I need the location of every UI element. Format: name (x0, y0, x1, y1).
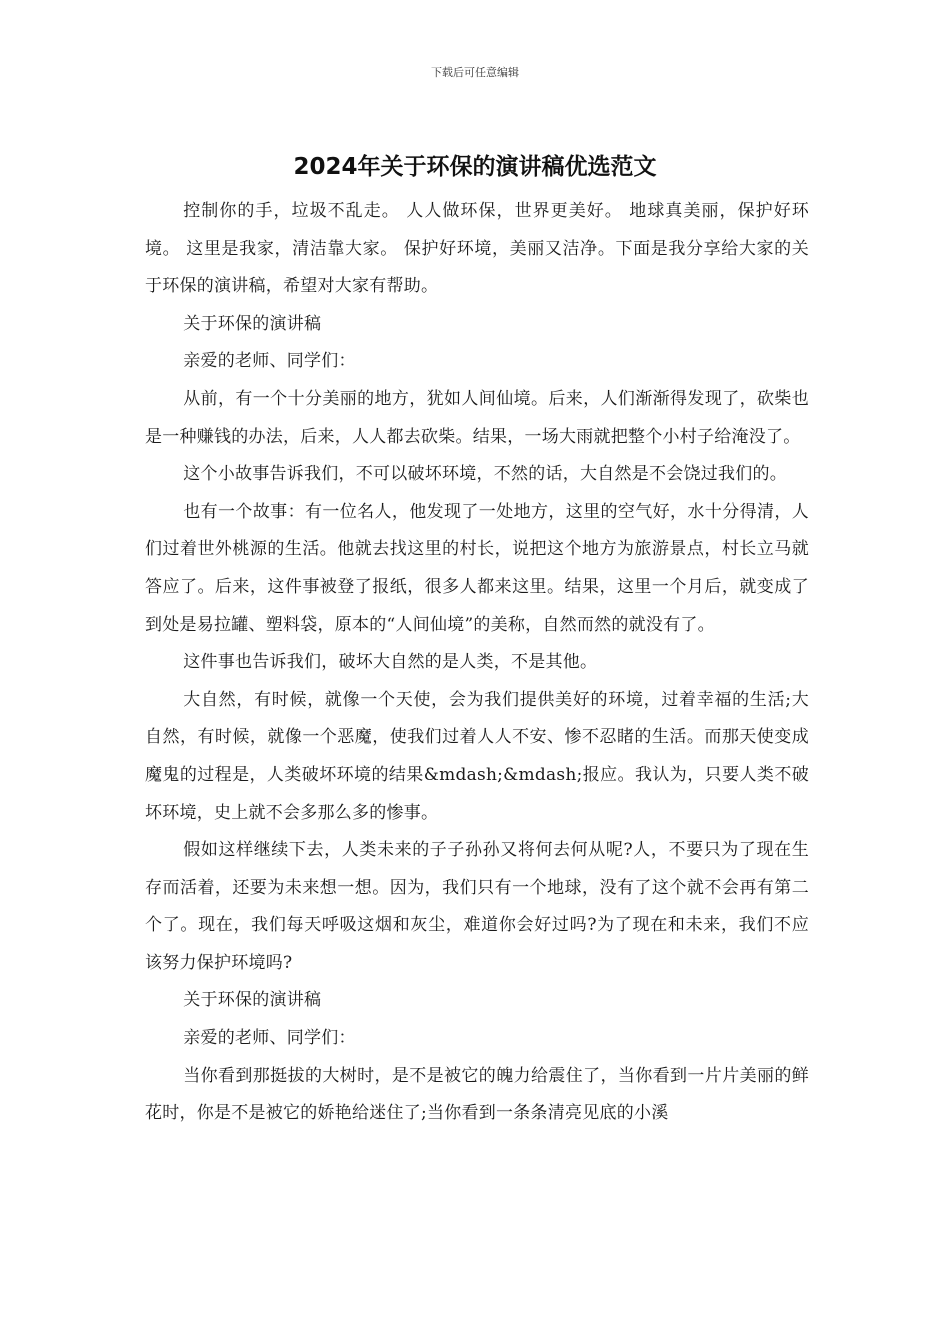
paragraph-future: 假如这样继续下去，人类未来的子子孙孙又将何去何从呢?人，不要只为了现在生存而活着，还要为未来想一想。因为，我们只有一个地球，没有了这个就不会再有第二个了。现在，我们每天呼吸这烟和灰尘，难道你会好过吗?为了现在和未来，我们不应该努力保护环境吗? (145, 840, 809, 973)
paragraph-greeting-1: 亲爱的老师、同学们： (183, 351, 356, 372)
document-title: 2024年关于环保的演讲稿优选范文 (293, 154, 657, 180)
paragraph-heading-speech-1: 关于环保的演讲稿 (183, 313, 322, 334)
paragraph-intro: 控制你的手，垃圾不乱走。 人人做环保，世界更美好。 地球真美丽，保护好环境。 这里是我家，清洁靠大家。 保护好环境，美丽又洁净。下面是我分享给大家的关于环保的演讲稿，希望对大家有帮助。 (145, 201, 809, 297)
paragraph-lesson-2: 这件事也告诉我们，破坏大自然的是人类，不是其他。 (183, 652, 598, 673)
paragraph-story-1: 从前，有一个十分美丽的地方，犹如人间仙境。后来，人们渐渐得发现了，砍柴也是一种赚钱的办法，后来，人人都去砍柴。结果，一场大雨就把整个小村子给淹没了。 (145, 388, 809, 447)
paragraph-nature: 大自然，有时候，就像一个天使，会为我们提供美好的环境，过着幸福的生活;大自然，有时候，就像一个恶魔，使我们过着人人不安、惨不忍睹的生活。而那天使变成魔鬼的过程是，人类破坏环境的结果&mdash;&mdash;报应。我认为，只要人类不破坏环境，史上就不会多那么多的惨事。 (145, 689, 809, 823)
page-header-note: 下载后可任意编辑 (431, 66, 519, 79)
document-body (145, 193, 809, 1133)
paragraph-greeting-2: 亲爱的老师、同学们： (183, 1028, 356, 1049)
paragraph-story-2: 也有一个故事：有一位名人，他发现了一处地方，这里的空气好，水十分得清，人们过着世外桃源的生活。他就去找这里的村长，说把这个地方为旅游景点，村长立马就答应了。后来，这件事被登了报纸，很多人都来这里。结果，这里一个月后，就变成了到处是易拉罐、塑料袋，原本的“人间仙境”的美称，自然而然的就没有了。 (145, 501, 809, 635)
paragraph-heading-speech-2: 关于环保的演讲稿 (183, 990, 322, 1011)
paragraph-trees-flowers: 当你看到那挺拔的大树时，是不是被它的魄力给震住了，当你看到一片片美丽的鲜花时，你是不是被它的娇艳给迷住了;当你看到一条条清亮见底的小溪 (145, 1065, 809, 1124)
paragraph-lesson-1: 这个小故事告诉我们，不可以破坏环境，不然的话，大自然是不会饶过我们的。 (183, 464, 787, 485)
